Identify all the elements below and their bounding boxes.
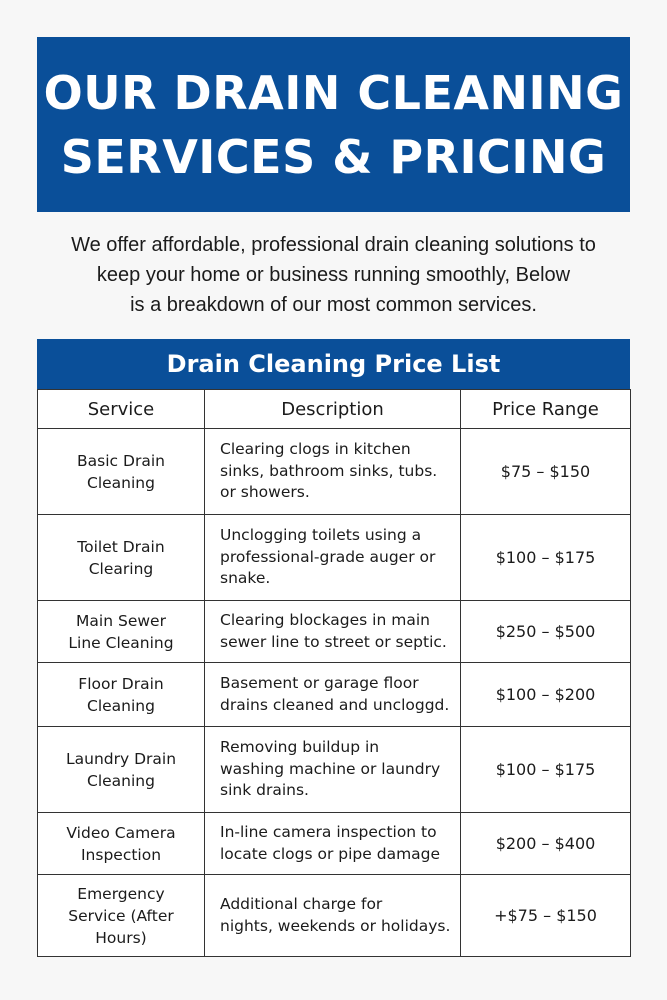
service-cell [38,727,205,813]
header-service: Service [38,390,205,429]
intro-paragraph [40,230,627,320]
header-description: Description [205,390,461,429]
service-name-line: Clearing [88,559,154,578]
price-list-title: Drain Cleaning Price List [37,339,630,389]
price-cell: $100 – $175 [461,727,631,813]
price-cell: $100 – $200 [461,663,631,727]
page-title-line-1: OUR DRAIN CLEANING [43,65,624,120]
service-cell [38,429,205,515]
description-cell [205,727,461,813]
description-cell [205,663,461,727]
service-name-line: Inspection [80,845,162,864]
description-cell [205,429,461,515]
table-row [38,663,631,727]
table-row [38,601,631,663]
description-line: sinks, bathroom sinks, tubs. [220,461,438,480]
description-line: Clearing clogs in kitchen [220,440,411,459]
description-line: drains cleaned and uncloggd. [220,695,450,714]
table-row [38,813,631,875]
service-cell [38,663,205,727]
description-line: Additional charge for [220,895,383,913]
description-line: sewer line to street or septic. [220,632,447,651]
intro-line-3: is a breakdown of our most common services. [130,294,537,316]
price-cell: +$75 – $150 [461,875,631,957]
service-name-line: Toilet Drain [77,537,165,556]
description-line: locate clogs or pipe damage [220,844,441,863]
description-line: Unclogging toilets using a [220,526,422,545]
description-line: Removing buildup in [220,738,380,757]
description-cell [205,515,461,601]
service-name-line: Video Camera [66,823,176,842]
description-cell [205,813,461,875]
table-row [38,429,631,515]
description-line: snake. [220,569,271,588]
service-name-line: Cleaning [87,473,155,492]
service-name-line: Service (After [68,906,174,925]
price-cell: $100 – $175 [461,515,631,601]
description-line: professional-grade auger or [220,547,436,566]
service-name-line: Laundry Drain [65,749,177,768]
service-name-line: Cleaning [87,771,155,790]
description-cell [205,875,461,957]
page-title-line-2: SERVICES & PRICING [60,129,607,184]
service-cell [38,601,205,663]
description-line: In-line camera inspection to [220,823,437,841]
service-name-line: Basic Drain [77,451,165,470]
table-row [38,727,631,813]
price-table [37,389,631,957]
description-cell [205,601,461,663]
description-line: sink drains. [220,781,309,800]
intro-line-2: keep your home or business running smoothly, Below [96,264,571,286]
description-line: Clearing blockages in main [220,611,430,629]
service-cell [38,875,205,957]
service-name-line: Floor Drain [78,674,164,693]
service-name-line: Hours) [95,928,147,947]
service-cell [38,813,205,875]
service-name-line: Main Sewer [76,611,166,630]
service-name-line: Cleaning [87,696,155,715]
intro-line-1: We offer affordable, professional drain cleaning solutions to [71,234,596,256]
service-name-line: Emergency [77,884,165,903]
description-line: nights, weekends or holidays. [220,916,451,935]
description-line: Basement or garage floor [220,674,419,692]
price-cell: $200 – $400 [461,813,631,875]
table-row [38,515,631,601]
price-cell: $75 – $150 [461,429,631,515]
header-price-range: Price Range [461,390,631,429]
table-row [38,875,631,957]
description-line: or showers. [220,483,310,502]
service-name-line: Line Cleaning [68,633,174,652]
price-list [37,339,630,957]
service-cell [38,515,205,601]
table-header-row [38,390,631,429]
title-banner [37,37,630,212]
description-line: washing machine or laundry [220,759,441,778]
price-cell: $250 – $500 [461,601,631,663]
